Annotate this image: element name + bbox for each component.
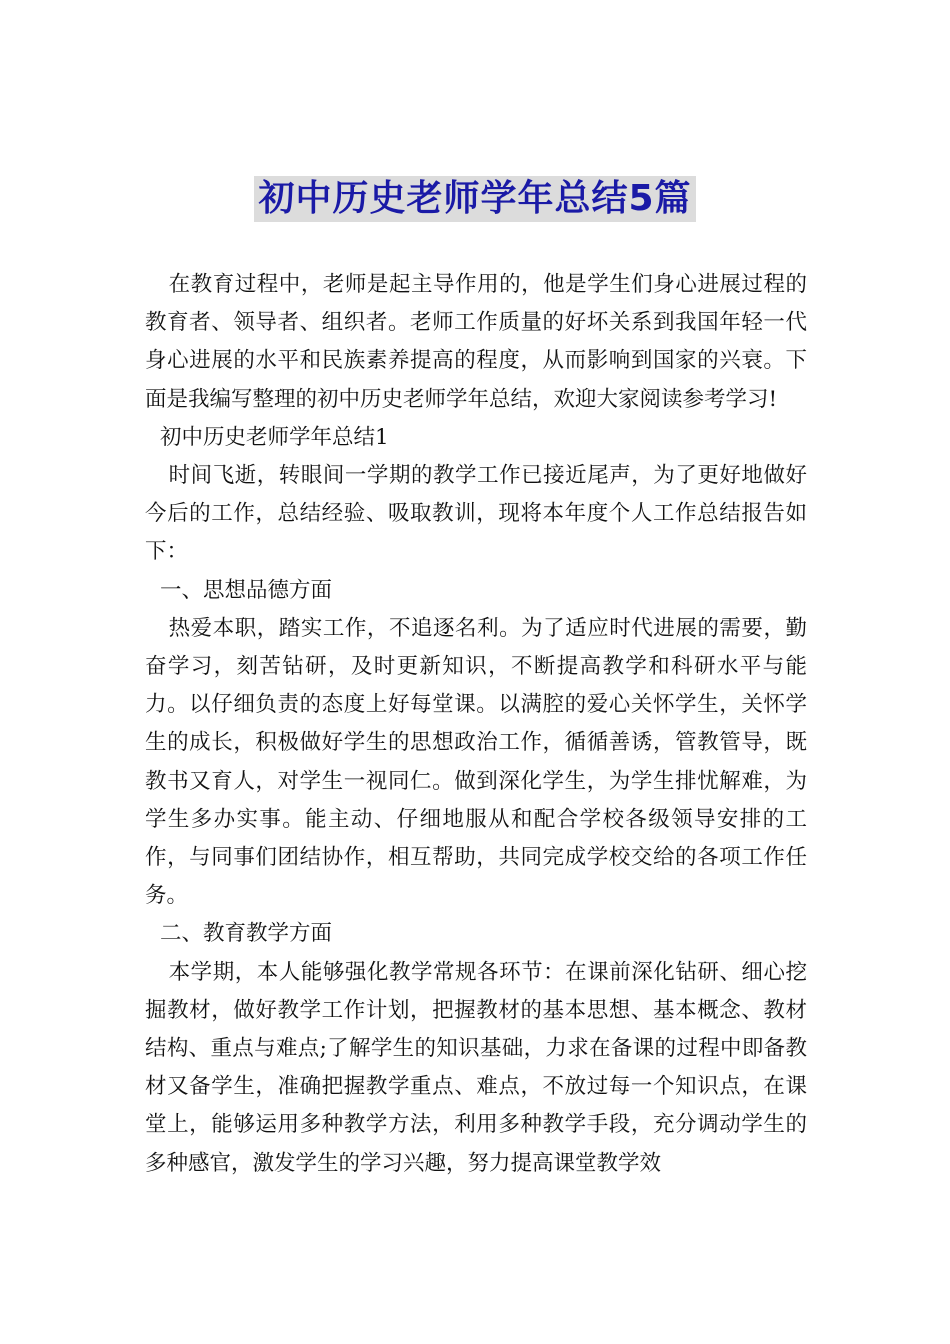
subheading-ideology: 一、思想品德方面 bbox=[160, 577, 333, 603]
intro-paragraph: 在教育过程中，老师是起主导作用的，他是学生们身心进展过程的教育者、领导者、组织者。老师工作质量的好坏关系到我国年轻一代身心进展的水平和民族素养提高的程度，从而影响到国家的兴衰。下面是我编写整理的初中历史老师学年总结，欢迎大家阅读参考学习! bbox=[145, 272, 807, 412]
summary-opening-paragraph: 时间飞逝，转眼间一学期的教学工作已接近尾声，为了更好地做好今后的工作，总结经验、吸取教训，现将本年度个人工作总结报告如下： bbox=[145, 463, 807, 565]
document-body bbox=[145, 266, 807, 1183]
teaching-paragraph: 本学期，本人能够强化教学常规各环节：在课前深化钻研、细心挖掘教材，做好教学工作计划，把握教材的基本思想、基本概念、教材结构、重点与难点;了解学生的知识基础，力求在备课的过程中即备教材又备学生，准确把握教学重点、难点，不放过每一个知识点，在课堂上，能够运用多种教学方法，利用多种教学手段，充分调动学生的多种感官，激发学生的学习兴趣，努力提高课堂教学效 bbox=[145, 959, 807, 1176]
section-title: 初中历史老师学年总结1 bbox=[160, 424, 389, 450]
document-title: 初中历史老师学年总结5篇 bbox=[254, 176, 695, 222]
subheading-teaching: 二、教育教学方面 bbox=[160, 921, 333, 947]
ideology-paragraph: 热爱本职，踏实工作，不追逐名利。为了适应时代进展的需要，勤奋学习，刻苦钻研，及时更新知识，不断提高教学和科研水平与能力。以仔细负责的态度上好每堂课。以满腔的爱心关怀学生，关怀学生的成长，积极做好学生的思想政治工作，循循善诱，管教管导，既教书又育人，对学生一视同仁。做到深化学生，为学生排忧解难，为学生多办实事。能主动、仔细地服从和配合学校各级领导安排的工作，与同事们团结协作，相互帮助，共同完成学校交给的各项工作任务。 bbox=[145, 615, 807, 909]
title-container bbox=[0, 176, 950, 222]
